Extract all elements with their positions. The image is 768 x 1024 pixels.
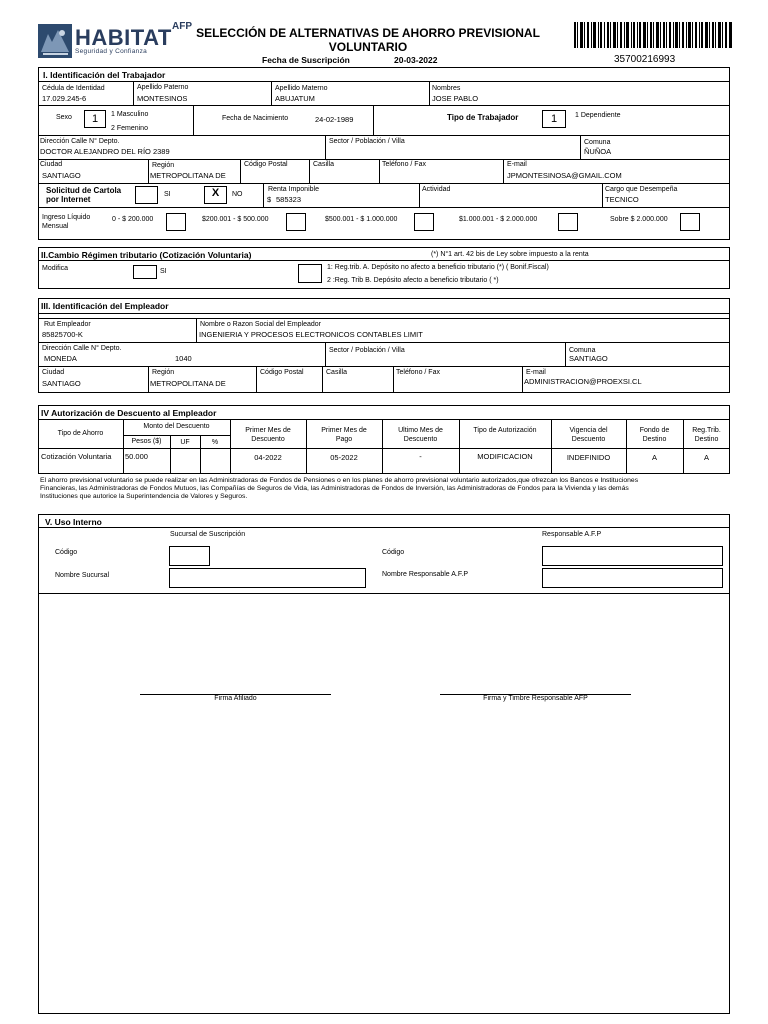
disclaimer-line-3: Instituciones que autorice la Superintendencia de Valores y Seguros. bbox=[40, 493, 248, 500]
cedula-value: 17.029.245-6 bbox=[42, 94, 87, 103]
header-primer-mes-descuento-2: Descuento bbox=[251, 436, 285, 443]
row-fondo-destino: A bbox=[651, 453, 657, 462]
row-primer-mes-descuento: 04-2022 bbox=[254, 453, 282, 462]
renta-label: Renta Imponible bbox=[268, 186, 319, 193]
cargo-label: Cargo que Desempeña bbox=[605, 186, 678, 193]
telefono-label: Teléfono / Fax bbox=[382, 161, 426, 168]
header-reg-trib-1: Reg.Trib. bbox=[692, 427, 721, 434]
modifica-si-checkbox[interactable] bbox=[133, 265, 157, 279]
sucursal-header: Sucursal de Suscripción bbox=[170, 531, 246, 538]
ingreso-checkbox-2[interactable] bbox=[286, 213, 306, 231]
region-value: METROPOLITANA DE bbox=[150, 171, 226, 180]
nombre-sucursal-label: Nombre Sucursal bbox=[55, 572, 110, 579]
ciudad-label: Ciudad bbox=[40, 161, 63, 168]
codigo-sucursal-input[interactable] bbox=[169, 546, 210, 566]
sector-label: Sector / Población / Villa bbox=[329, 138, 405, 145]
nombre-responsable-label: Nombre Responsable A.F.P bbox=[382, 571, 468, 578]
disclaimer-line-2: Financieras, las Administradoras de Fondos Mutuos, las Compañías de Seguros de Vida, las Administradoras de Fondos de Inversión, las Administradoras de Fondos para la Vivienda y las demás bbox=[40, 485, 629, 492]
logo-emblem-icon bbox=[38, 24, 72, 58]
header-primer-mes-pago-2: Pago bbox=[335, 436, 353, 443]
empleador-calle-value: MONEDA bbox=[44, 354, 77, 363]
header-monto-descuento: Monto del Descuento bbox=[143, 423, 210, 430]
ingreso-checkbox-1[interactable] bbox=[166, 213, 186, 231]
brand-name: HABITAT bbox=[75, 25, 172, 50]
cartola-no-mark: X bbox=[211, 187, 220, 199]
form-title-line2: VOLUNTARIO bbox=[328, 40, 408, 54]
email-label: E-mail bbox=[507, 161, 527, 168]
header-tipo-autorizacion: Tipo de Autorización bbox=[473, 427, 537, 434]
empleador-direccion-label: Dirección Calle N° Depto. bbox=[42, 345, 122, 352]
cartola-si-label: SI bbox=[164, 191, 171, 198]
ingreso-checkbox-3[interactable] bbox=[414, 213, 434, 231]
header-fondo-1: Fondo de bbox=[639, 427, 670, 434]
empleador-cp-label: Código Postal bbox=[260, 369, 304, 376]
tipo-trabajador-value: 1 bbox=[550, 113, 558, 125]
header-fondo-2: Destino bbox=[642, 436, 667, 443]
modifica-si-label: SI bbox=[160, 268, 167, 275]
section-autorizacion-title: IV Autorización de Descuento al Empleador bbox=[41, 408, 217, 418]
section-regimen-title: II.Cambio Régimen tributario (Cotización Voluntaria) bbox=[41, 250, 252, 260]
codigo-responsable-input[interactable] bbox=[542, 546, 723, 566]
empleador-comuna-value: SANTIAGO bbox=[569, 354, 608, 363]
firma-afiliado-label: Firma Afiliado bbox=[214, 695, 257, 702]
header-porcentaje: % bbox=[211, 439, 219, 446]
fecha-suscripcion-label: Fecha de Suscripción bbox=[262, 55, 350, 65]
cartola-no-label: NO bbox=[232, 191, 243, 198]
fecha-nacimiento-value: 24-02-1989 bbox=[315, 115, 354, 124]
ingreso-option-1: 0 - $ 200.000 bbox=[112, 216, 154, 223]
cartola-no-checkbox[interactable] bbox=[204, 186, 227, 204]
ingreso-label-line2: Mensual bbox=[42, 223, 69, 230]
empleador-casilla-label: Casilla bbox=[326, 369, 348, 376]
form-title-line1: SELECCIÓN DE ALTERNATIVAS DE AHORRO PREVISIONAL bbox=[196, 26, 540, 40]
direccion-label: Dirección Calle N° Depto. bbox=[40, 138, 120, 145]
direccion-value: DOCTOR ALEJANDRO DEL RÍO 2389 bbox=[40, 147, 170, 156]
sexo-option-masculino: 1 Masculino bbox=[111, 111, 149, 118]
sexo-label: Sexo bbox=[56, 114, 72, 121]
section-uso-interno-title: V. Uso Interno bbox=[45, 517, 102, 527]
tipo-trabajador-field[interactable] bbox=[542, 110, 566, 128]
brand-tagline: Seguridad y Confianza bbox=[75, 48, 148, 55]
ingreso-option-5: Sobre $ 2.000.000 bbox=[610, 216, 668, 223]
cartola-label-line1: Solicitud de Cartola bbox=[46, 186, 122, 195]
sexo-option-femenino: 2 Femenino bbox=[111, 125, 148, 132]
folio-number: 35700216993 bbox=[614, 54, 676, 65]
regimen-option-2: 2 :Reg. Trib B. Depósito afecto a beneficio tributario ( *) bbox=[327, 277, 499, 284]
responsable-header: Responsable A.F.P bbox=[542, 531, 602, 538]
row-ultimo-mes: - bbox=[419, 452, 422, 461]
empleador-sector-label: Sector / Población / Villa bbox=[329, 347, 405, 354]
empleador-telefono-label: Teléfono / Fax bbox=[396, 369, 440, 376]
empleador-ciudad-label: Ciudad bbox=[42, 369, 65, 376]
apellido-materno-label: Apellido Materno bbox=[275, 85, 328, 92]
razon-social-value: INGENIERIA Y PROCESOS ELECTRONICOS CONTABLES LIMIT bbox=[199, 330, 423, 339]
row-reg-trib-destino: A bbox=[703, 453, 709, 462]
header-pesos: Pesos ($) bbox=[131, 438, 162, 445]
empleador-comuna-label: Comuna bbox=[569, 347, 596, 354]
header-ultimo-mes-2: Descuento bbox=[403, 436, 438, 443]
rut-empleador-label: Rut Empleador bbox=[44, 321, 91, 328]
nombres-label: Nombres bbox=[432, 85, 461, 92]
row-tipo-ahorro: Cotización Voluntaria bbox=[41, 452, 112, 461]
row-vigencia: INDEFINIDO bbox=[566, 453, 611, 462]
ingreso-option-4: $1.000.001 - $ 2.000.000 bbox=[459, 216, 538, 223]
row-primer-mes-pago: 05-2022 bbox=[330, 453, 358, 462]
comuna-label: Comuna bbox=[584, 139, 611, 146]
nombre-responsable-input[interactable] bbox=[542, 568, 723, 588]
apellido-paterno-value: MONTESINOS bbox=[137, 94, 188, 103]
apellido-paterno-label: Apellido Paterno bbox=[137, 84, 189, 91]
brand-afp-tag: AFP bbox=[172, 21, 192, 32]
region-label: Región bbox=[152, 162, 175, 169]
codigo-responsable-label: Código bbox=[382, 549, 405, 556]
fecha-nacimiento-label: Fecha de Nacimiento bbox=[222, 115, 289, 122]
regimen-option-1: 1: Reg.trib. A. Depósito no afecto a beneficio tributario (*) ( Bonif.Fiscal) bbox=[327, 264, 549, 271]
cedula-label: Cédula de Identidad bbox=[42, 85, 105, 92]
sexo-value: 1 bbox=[91, 113, 99, 125]
comuna-value: ÑUÑOA bbox=[584, 147, 612, 156]
empleador-ciudad-value: SANTIAGO bbox=[42, 379, 81, 388]
ciudad-value: SANTIAGO bbox=[42, 171, 81, 180]
header-vigencia-2: Descuento bbox=[571, 436, 606, 443]
cartola-si-checkbox[interactable] bbox=[135, 186, 158, 204]
sexo-field[interactable] bbox=[84, 110, 106, 128]
ingreso-label-line1: Ingreso Líquido bbox=[42, 214, 91, 221]
cargo-value: TECNICO bbox=[605, 195, 639, 204]
regimen-option-checkbox[interactable] bbox=[298, 264, 322, 283]
regimen-note: (*) N°1 art. 42 bis de Ley sobre impuesto a la renta bbox=[431, 251, 589, 258]
empleador-region-label: Región bbox=[152, 369, 175, 376]
apellido-materno-value: ABUJATUM bbox=[275, 94, 315, 103]
header-vigencia-1: Vigencia del bbox=[569, 427, 608, 434]
empleador-region-value: METROPOLITANA DE bbox=[150, 379, 226, 388]
header-primer-mes-pago-1: Primer Mes de bbox=[321, 427, 367, 434]
ingreso-checkbox-4[interactable] bbox=[558, 213, 578, 231]
codigo-sucursal-label: Código bbox=[55, 549, 78, 556]
tipo-trabajador-label: Tipo de Trabajador bbox=[447, 113, 519, 122]
rut-empleador-value: 85825700-K bbox=[42, 330, 83, 339]
empleador-numero-value: 1040 bbox=[175, 354, 192, 363]
razon-social-label: Nombre o Razon Social del Empleador bbox=[200, 321, 322, 328]
nombres-value: JOSE PABLO bbox=[432, 94, 479, 103]
fecha-suscripcion-value: 20-03-2022 bbox=[394, 55, 438, 65]
barcode bbox=[574, 22, 732, 48]
section-trabajador-title: I. Identificación del Trabajador bbox=[43, 70, 166, 80]
header-tipo-ahorro: Tipo de Ahorro bbox=[57, 430, 104, 437]
actividad-label: Actividad bbox=[422, 186, 451, 193]
tipo-option-dependiente: 1 Dependiente bbox=[575, 112, 621, 119]
modifica-label: Modifica bbox=[42, 265, 69, 272]
section-uso-interno bbox=[38, 514, 730, 1014]
header-reg-trib-2: Destino bbox=[694, 436, 719, 443]
email-value: JPMONTESINOSA@GMAIL.COM bbox=[507, 171, 622, 180]
ingreso-checkbox-5[interactable] bbox=[680, 213, 700, 231]
cartola-label-line2: por Internet bbox=[46, 195, 91, 204]
row-pesos: 50.000 bbox=[125, 452, 148, 461]
row-tipo-autorizacion: MODIFICACION bbox=[477, 452, 533, 461]
header-ultimo-mes-1: Ultimo Mes de bbox=[398, 427, 443, 434]
section-empleador-title: III. Identificación del Empleador bbox=[41, 301, 169, 311]
header-primer-mes-descuento-1: Primer Mes de bbox=[245, 427, 291, 434]
ingreso-option-2: $200.001 - $ 500.000 bbox=[202, 216, 269, 223]
casilla-label: Casilla bbox=[313, 161, 335, 168]
empleador-email-label: E-mail bbox=[526, 369, 546, 376]
ingreso-option-3: $500.001 - $ 1.000.000 bbox=[325, 216, 398, 223]
firma-responsable-label: Firma y Timbre Responsable AFP bbox=[483, 695, 588, 702]
renta-value: 585323 bbox=[276, 195, 302, 204]
empleador-email-value: ADMINISTRACION@PROEXSI.CL bbox=[524, 377, 642, 386]
codigo-postal-label: Código Postal bbox=[244, 161, 288, 168]
header-uf: UF bbox=[180, 439, 190, 446]
nombre-sucursal-input[interactable] bbox=[169, 568, 366, 588]
disclaimer-line-1: El ahorro previsional voluntario se puede realizar en las Administradoras de Fondos de Pensiones o en los planes de ahorro previsional voluntario autorizados,que ofrezcan los Bancos e Instituciones bbox=[40, 477, 639, 484]
renta-currency: $ bbox=[267, 195, 272, 204]
